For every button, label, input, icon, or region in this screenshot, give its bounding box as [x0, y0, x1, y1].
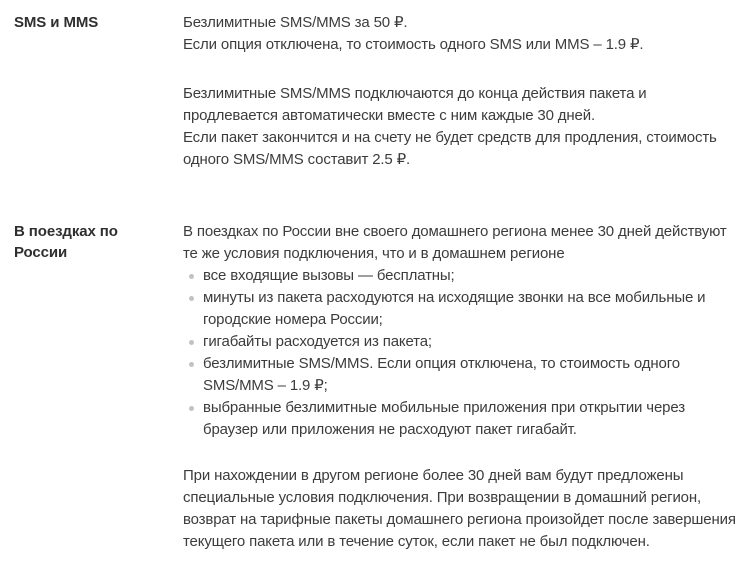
paragraph	[183, 221, 739, 265]
bullet-list	[183, 265, 739, 441]
bullet-text: минуты из пакета расходуются на исходящие звонки на все мобильные и городские номера России;	[203, 289, 706, 328]
row-label: SMS и MMS	[14, 14, 99, 31]
paragraph-line: В поездках по России вне своего домашнего региона менее 30 дней действуют те же условия подключения, что и в домашнем регионе	[183, 223, 727, 262]
bullet-dot-icon	[189, 406, 194, 411]
paragraph-line: Безлимитные SMS/MMS подключаются до конца действия пакета и продлевается автоматически вместе с ним каждые 30 дней.	[183, 85, 647, 124]
paragraph	[183, 465, 739, 553]
bullet-dot-icon	[189, 340, 194, 345]
bullet-item	[183, 265, 739, 287]
bullet-dot-icon	[189, 296, 194, 301]
tariff-row-travel-russia	[14, 221, 739, 553]
bullet-item	[183, 287, 739, 331]
bullet-dot-icon	[189, 362, 194, 367]
paragraph	[183, 12, 739, 56]
paragraph-line: При нахождении в другом регионе более 30 дней вам будут предложены специальные условия подключения. При возвращении в домашний регион, возврат на тарифные пакеты домашнего региона произойдет после завершения текущего пакета или в течение суток, если пакет не был подключен.	[183, 467, 736, 550]
row-content	[183, 221, 739, 553]
paragraph	[183, 83, 739, 171]
row-content	[183, 12, 739, 171]
bullet-dot-icon	[189, 274, 194, 279]
paragraph-line: Если опция отключена, то стоимость одного SMS или MMS – 1.9 ₽.	[183, 36, 644, 53]
bullet-item	[183, 397, 739, 441]
paragraph-line: Безлимитные SMS/MMS за 50 ₽.	[183, 14, 408, 31]
paragraph-line: Если пакет закончится и на счету не будет средств для продления, стоимость одного SMS/MMS составит 2.5 ₽.	[183, 129, 717, 168]
bullet-item	[183, 353, 739, 397]
row-label: В поездках по России	[14, 223, 118, 261]
bullet-item	[183, 331, 739, 353]
tariff-row-sms-mms	[14, 12, 739, 171]
bullet-text: безлимитные SMS/MMS. Если опция отключена, то стоимость одного SMS/MMS – 1.9 ₽;	[203, 355, 680, 394]
bullet-text: гигабайты расходуется из пакета;	[203, 333, 432, 350]
bullet-text: все входящие вызовы — бесплатны;	[203, 267, 455, 284]
bullet-text: выбранные безлимитные мобильные приложения при открытии через браузер или приложения не расходуют пакет гигабайт.	[203, 399, 685, 438]
